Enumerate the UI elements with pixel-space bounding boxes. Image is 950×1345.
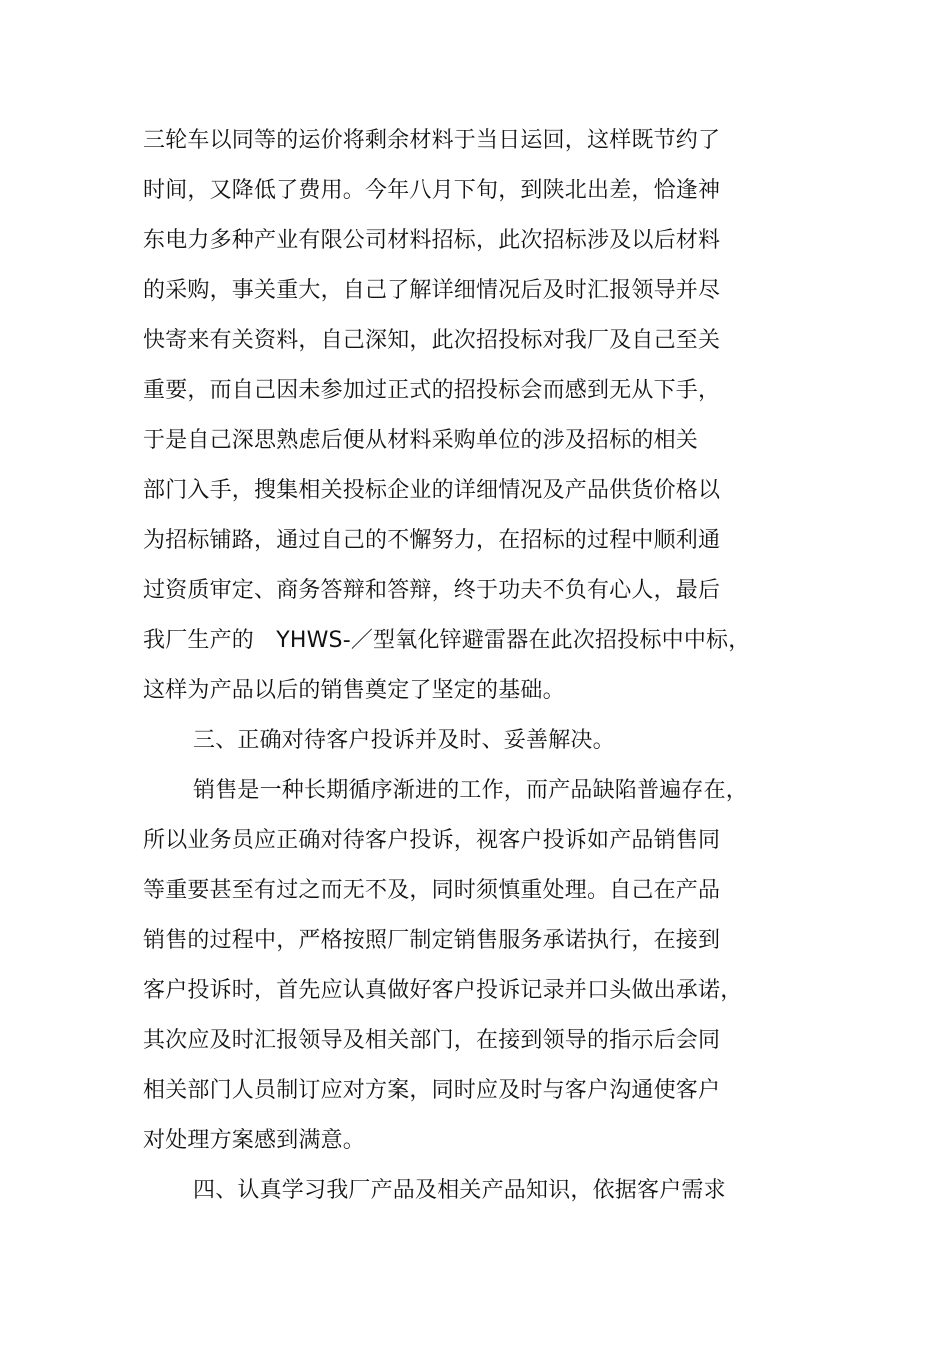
text-line: 客户投诉时，首先应认真做好客户投诉记录并口头做出承诺， (143, 978, 743, 1003)
text-line: 这样为产品以后的销售奠定了坚定的基础。 (143, 678, 565, 703)
text-line: 三轮车以同等的运价将剩余材料于当日运回，这样既节约了 (143, 128, 721, 153)
text-line: 销售的过程中，严格按照厂制定销售服务承诺执行，在接到 (143, 928, 721, 953)
text-line: 重要，而自己因未参加过正式的招投标会而感到无从下手， (143, 378, 721, 403)
text-line: 对处理方案感到满意。 (143, 1128, 366, 1153)
text-line: 时间，又降低了费用。今年八月下旬，到陕北出差，恰逢神 (143, 178, 721, 203)
section-heading: 三、正确对待客户投诉并及时、妥善解决。 (193, 728, 615, 753)
text-line: 我厂生产的 YHWS-／型氧化锌避雷器在此次招投标中中标， (143, 628, 751, 653)
text-line: 相关部门人员制订应对方案，同时应及时与客户沟通使客户 (143, 1078, 721, 1103)
text-line: 部门入手，搜集相关投标企业的详细情况及产品供货价格以 (143, 478, 721, 503)
section-heading: 四、认真学习我厂产品及相关产品知识，依据客户需求 (193, 1178, 726, 1203)
text-line: 销售是一种长期循序渐进的工作，而产品缺陷普遍存在， (193, 778, 749, 803)
text-line: 东电力多种产业有限公司材料招标，此次招标涉及以后材料 (143, 228, 721, 253)
text-line: 等重要甚至有过之而无不及，同时须慎重处理。自己在产品 (143, 878, 721, 903)
text-line: 过资质审定、商务答辩和答辩，终于功夫不负有心人，最后 (143, 578, 721, 603)
text-line: 快寄来有关资料，自己深知，此次招投标对我厂及自己至关 (143, 328, 721, 353)
text-line: 的采购，事关重大，自己了解详细情况后及时汇报领导并尽 (143, 278, 721, 303)
text-line: 所以业务员应正确对待客户投诉，视客户投诉如产品销售同 (143, 828, 721, 853)
text-line: 其次应及时汇报领导及相关部门，在接到领导的指示后会同 (143, 1028, 721, 1053)
text-line: 于是自己深思熟虑后便从材料采购单位的涉及招标的相关 (143, 428, 699, 453)
text-line: 为招标铺路，通过自己的不懈努力，在招标的过程中顺利通 (143, 528, 721, 553)
